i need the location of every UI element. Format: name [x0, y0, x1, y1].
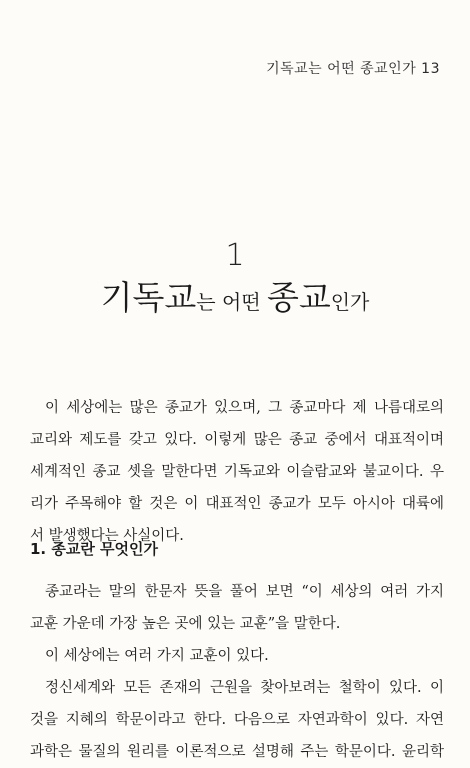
paragraph-line: 교훈 가운데 가장 높은 곳에 있는 교훈”을 말한다.	[30, 616, 341, 632]
paragraph-line: 이 세상에는 여러 가지 교훈이 있다.	[45, 648, 269, 664]
section-heading: 1. 종교란 무엇인가	[30, 540, 159, 558]
paragraph-line: 종교라는 말의 한문자 뜻을 풀어 보면 “이 세상의 여러 가지	[45, 584, 444, 600]
chapter-title-part-4: 인가	[330, 290, 370, 314]
chapter-title	[0, 272, 470, 319]
paragraph-line: 리가 주목해야 할 것은 이 대표적인 종교가 모두 아시아 대륙에	[30, 496, 444, 512]
paragraph-line: 서 발생했다는 사실이다.	[30, 528, 184, 544]
chapter-number: 1	[225, 238, 245, 273]
chapter-title-part-3: 종교	[266, 278, 331, 317]
paragraph-line: 것을 지혜의 학문이라고 한다. 다음으로 자연과학이 있다. 자연	[30, 712, 444, 728]
paragraph-line: 이 세상에는 많은 종교가 있으며, 그 종교마다 제 나름대로의	[45, 400, 444, 416]
paragraph-line: 과학은 물질의 원리를 이론적으로 설명해 주는 학문이다. 윤리학	[30, 744, 444, 760]
chapter-title-part-2: 는 어떤	[196, 290, 267, 314]
section-paragraph	[30, 576, 444, 768]
running-header: 기독교는 어떤 종교인가 13	[266, 61, 440, 77]
paragraph-line: 교리와 제도를 갖고 있다. 이렇게 많은 종교 중에서 대표적이며	[30, 432, 444, 448]
chapter-title-part-1: 기독교	[100, 278, 197, 317]
intro-paragraph	[30, 392, 444, 552]
paragraph-line: 세계적인 종교 셋을 말한다면 기독교와 이슬람교와 불교이다. 우	[30, 464, 444, 480]
paragraph-line: 정신세계와 모든 존재의 근원을 찾아보려는 철학이 있다. 이	[45, 680, 444, 696]
